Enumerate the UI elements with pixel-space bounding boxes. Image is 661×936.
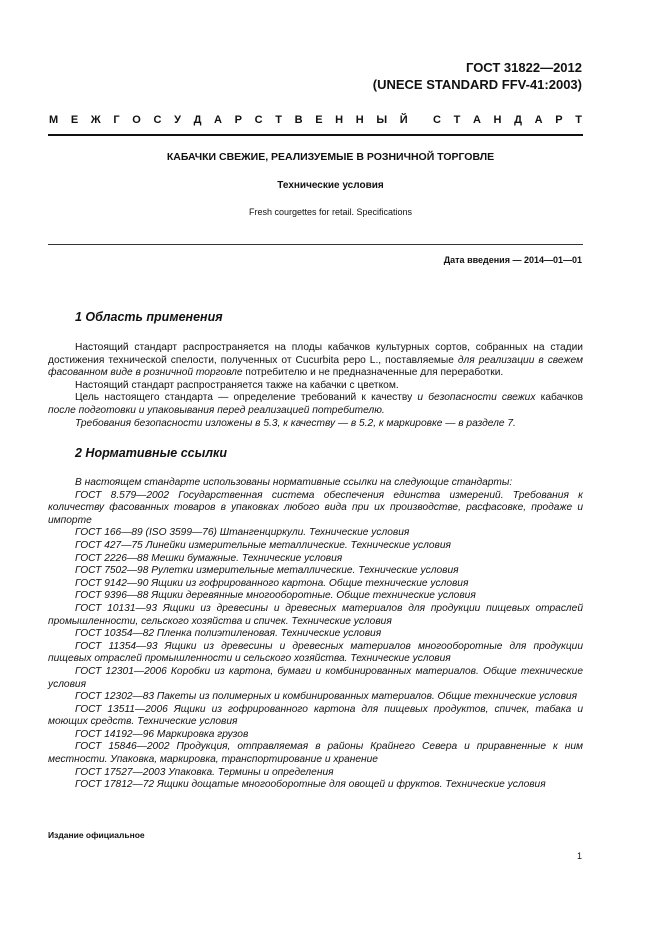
page-number: 1 [576,851,582,861]
normative-reference: ГОСТ 9142—90 Ящики из гофрированного картона. Общие технические условия [75,577,469,589]
section-1-paragraph: Настоящий стандарт распространяется также на кабачки с цветком. [75,379,399,391]
section-1-paragraph: Требования безопасности изложены в 5.3, к качеству — в 5.2, к маркировке — в разделе 7. [75,417,516,429]
banner-letter: Д [193,114,202,126]
banner-letter: У [174,114,181,126]
interstate-standard-banner [49,114,582,126]
normative-reference: ГОСТ 14192—96 Маркировка грузов [75,728,249,740]
banner-letter: Т [453,114,461,126]
section-1-heading: 1 Область применения [75,310,223,324]
text-run: Цель настоящего стандарта — определение требований к качеству [75,392,418,404]
text-run-italic: для реализации в свежем фасованном виде в розничной торговле [48,354,583,379]
normative-reference: ГОСТ 15846—2002 Продукция, отправляемая в районы Крайнего Севера и приравненные к ним местности. Упаковка, маркировка, транспортирование и хранение [48,741,583,766]
text-run: Настоящий стандарт распространяется на плоды кабачков культурных сортов, собранных на стадии достижения технической спелости, полученных от Cucurbita pepo L., поставляемые [48,342,583,366]
banner-letter: Й [399,114,408,126]
section-2-body [48,477,583,792]
normative-reference: ГОСТ 10131—93 Ящики из древесины и древесных материалов для продукции пищевых отраслей промышленности, сельского хозяйства и спичек. Технические условия [48,602,583,627]
normative-reference: ГОСТ 7502—98 Рулетки измерительные металлические. Технические условия [75,565,459,577]
banner-letter: Р [555,114,563,126]
banner-letter: Н [493,114,502,126]
section-1-paragraph [48,392,583,417]
standard-code: ГОСТ 31822—2012 [466,60,582,75]
banner-letter: О [132,114,141,126]
banner-letter: Т [575,114,582,126]
banner-letter: Е [70,114,79,126]
effective-date: Дата введения — 2014—01—01 [443,255,582,265]
banner-letter: В [294,114,303,126]
section-2-intro: В настоящем стандарте использованы нормативные ссылки на следующие стандарты: [75,477,513,488]
banner-letter: М [49,114,59,126]
banner-letter: Т [275,114,282,126]
banner-letter: Ж [90,114,101,126]
banner-letter: Г [113,114,120,126]
section-1-body [48,342,583,430]
normative-reference: ГОСТ 13511—2006 Ящики из гофрированного картона для пищевых продуктов, спичек, табака и моющих средств. Технические условия [48,703,583,728]
section-1-paragraph [48,342,583,380]
banner-letter: С [432,114,441,126]
title-rule [48,244,583,245]
official-edition-label: Издание официальное [48,830,145,840]
banner-letter: А [214,114,222,126]
normative-reference: ГОСТ 8.579—2002 Государственная система обеспечения единства измерений. Требования к количеству фасованных товаров в упаковках любого вида при их производстве, расфасовке, продаже и импорте [48,489,583,526]
unece-code: (UNECE STANDARD FFV-41:2003) [372,77,582,92]
normative-reference: ГОСТ 12301—2006 Коробки из картона, бумаги и комбинированных материалов. Общие технические условия [48,665,583,690]
text-run: кабачков [535,392,583,404]
document-title: КАБАЧКИ СВЕЖИЕ, РЕАЛИЗУЕМЫЕ В РОЗНИЧНОЙ ТОРГОВЛЕ [166,151,495,163]
normative-reference: ГОСТ 17812—72 Ящики дощатые многооборотные для овощей и фруктов. Технические условия [75,779,546,791]
header-rule [48,134,583,136]
normative-reference: ГОСТ 9396—88 Ящики деревянные многооборотные. Общие технические условия [75,590,476,602]
normative-reference: ГОСТ 17527—2003 Упаковка. Термины и определения [75,766,334,778]
normative-reference: ГОСТ 2226—88 Мешки бумажные. Технические условия [75,552,343,564]
banner-letter: С [254,114,263,126]
text-run-italic: и безопасности свежих [417,392,536,404]
banner-letter: Ы [376,114,388,126]
normative-reference: ГОСТ 12302—83 Пакеты из полимерных и комбинированных материалов. Общие технические условия [75,691,578,703]
text-run-italic: после подготовки и упаковывания перед реализацией потребителю. [48,404,385,416]
banner-letter: А [472,114,481,126]
section-2-heading: 2 Нормативные ссылки [75,446,228,460]
banner-letter: Н [335,114,344,126]
banner-letter: Р [234,114,242,126]
banner-letter: С [153,114,162,126]
normative-reference: ГОСТ 166—89 (ISO 3599—76) Штангенциркули. Технические условия [75,527,410,539]
normative-reference: ГОСТ 11354—93 Ящики из древесины и древесных материалов многооборотные для продукции пищевых отраслей промышленности и сельского хозяйства. Технические условия [48,640,583,665]
banner-letter: Е [315,114,323,126]
english-title: Fresh courgettes for retail. Specifications [248,207,413,217]
banner-letter: А [534,114,543,126]
normative-reference: ГОСТ 427—75 Линейки измерительные металлические. Технические условия [75,539,451,551]
text-run: потребителю и не предназначенные для переработки. [242,367,504,379]
document-subtitle: Технические условия [277,180,384,191]
normative-reference: ГОСТ 10354—82 Пленка полиэтиленовая. Технические условия [75,628,382,640]
banner-letter: Н [355,114,364,126]
banner-letter: Д [514,114,522,126]
